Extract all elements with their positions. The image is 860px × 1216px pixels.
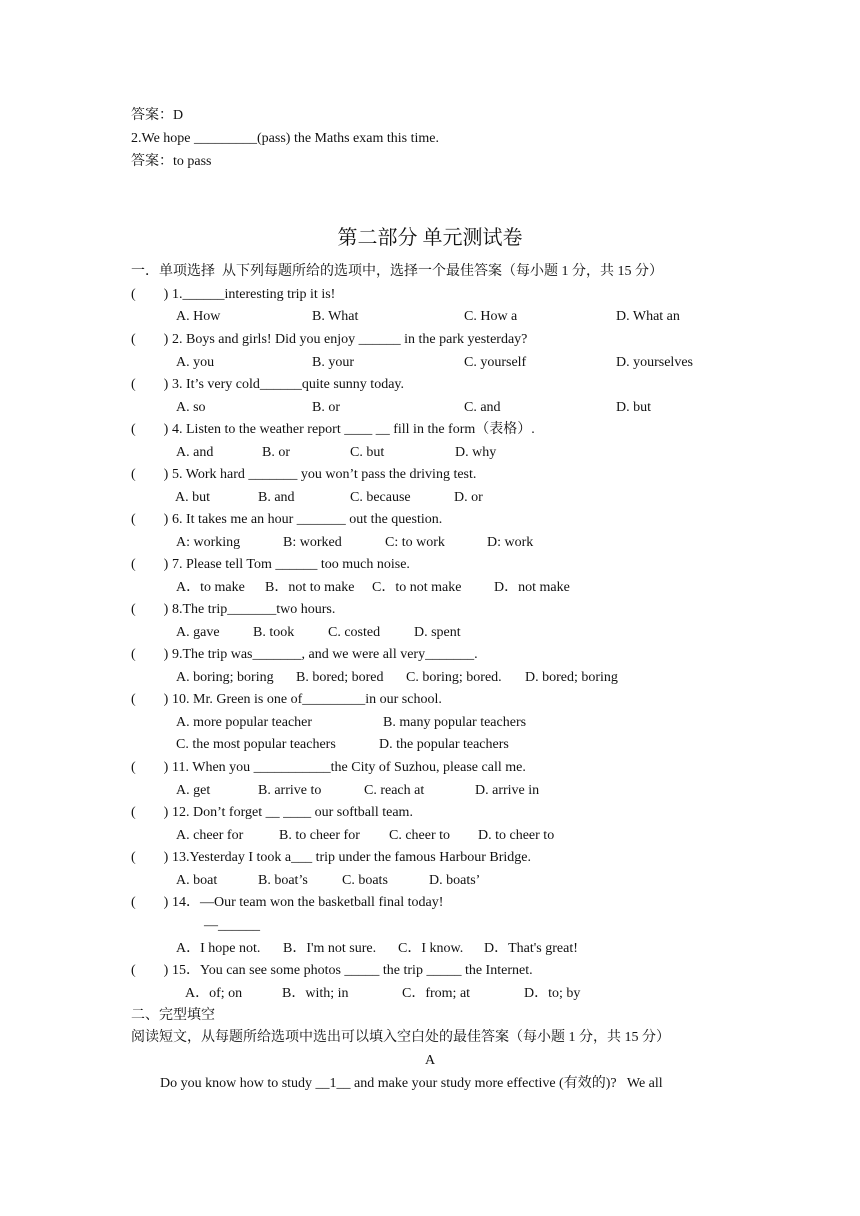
option: A. more popular teacher <box>176 715 313 730</box>
option: D．That's great! <box>484 941 578 956</box>
option: A. How <box>176 309 221 324</box>
option: B. bored; bored <box>296 670 384 685</box>
question-text: 13.Yesterday I took a___ trip under the famous Harbour Bridge. <box>172 850 532 865</box>
option: B. many popular teachers <box>383 715 527 730</box>
question-text-line2: —______ <box>204 918 260 933</box>
option: C. but <box>350 445 385 460</box>
option: B. or <box>312 400 340 415</box>
question-line: 2.We hope _________(pass) the Maths exam this time. <box>131 131 439 146</box>
question-text: 5. Work hard _______ you won’t pass the driving test. <box>172 467 477 482</box>
option: D. but <box>616 400 651 415</box>
option: D. boats’ <box>429 873 481 888</box>
question-text: 10. Mr. Green is one of_________in our school. <box>172 692 442 707</box>
option: C. How a <box>464 309 518 324</box>
question-text: 3. It’s very cold______quite sunny today. <box>172 377 405 392</box>
option: C. boring; bored. <box>406 670 502 685</box>
question-text: 14．—Our team won the basketball final today! <box>172 895 444 910</box>
answer-paren: ( ) <box>131 647 169 662</box>
option: C. cheer to <box>389 828 451 843</box>
answer-paren: ( ) <box>131 332 169 347</box>
option: C. the most popular teachers <box>176 737 336 752</box>
option: B. and <box>258 490 295 505</box>
answer-paren: ( ) <box>131 963 169 978</box>
option: A. boring; boring <box>176 670 274 685</box>
question-text: 8.The trip_______two hours. <box>172 602 336 617</box>
option: D．not make <box>494 580 570 595</box>
option: C. because <box>350 490 411 505</box>
option: C. and <box>464 400 501 415</box>
passage-label: A <box>424 1053 436 1068</box>
option: A. boat <box>176 873 218 888</box>
option: D．to; by <box>524 986 581 1001</box>
option: B. boat’s <box>258 873 308 888</box>
option: D. to cheer to <box>478 828 555 843</box>
answer-paren: ( ) <box>131 895 169 910</box>
answer-paren: ( ) <box>131 692 169 707</box>
option: B．with; in <box>282 986 349 1001</box>
option: A: working <box>176 535 241 550</box>
question-text: 7. Please tell Tom ______ too much noise. <box>172 557 410 572</box>
option: B. arrive to <box>258 783 322 798</box>
option: C．from; at <box>402 986 471 1001</box>
option: B．not to make <box>265 580 355 595</box>
question-text: 6. It takes me an hour _______ out the question. <box>172 512 443 527</box>
question-text: 12. Don’t forget __ ____ our softball team. <box>172 805 413 820</box>
option: A. and <box>176 445 214 460</box>
answer-paren: ( ) <box>131 287 169 302</box>
option: D. the popular teachers <box>379 737 509 752</box>
option: B. What <box>312 309 359 324</box>
option: B. took <box>253 625 295 640</box>
option: B. or <box>262 445 290 460</box>
option: D. spent <box>414 625 461 640</box>
section-heading: 一．单项选择 从下列每题所给的选项中，选择一个最佳答案（每小题 1 分，共 15 分） <box>131 264 663 279</box>
answer-paren: ( ) <box>131 422 169 437</box>
answer-line: 答案：D <box>131 108 184 123</box>
option: A. so <box>176 400 206 415</box>
option: B. to cheer for <box>279 828 360 843</box>
answer-paren: ( ) <box>131 760 169 775</box>
question-text: 9.The trip was_______, and we were all very_______. <box>172 647 478 662</box>
option: A. you <box>176 355 215 370</box>
option: A. gave <box>176 625 220 640</box>
passage-text: Do you know how to study __1__ and make your study more effective (有效的)? We all <box>160 1076 663 1091</box>
question-text: 11. When you ___________the City of Suzhou, please call me. <box>172 760 526 775</box>
option: D. arrive in <box>475 783 540 798</box>
option: D. yourselves <box>616 355 693 370</box>
answer-paren: ( ) <box>131 850 169 865</box>
option: C．I know. <box>398 941 464 956</box>
question-text: 2. Boys and girls! Did you enjoy ______ in the park yesterday? <box>172 332 528 347</box>
answer-paren: ( ) <box>131 602 169 617</box>
option: C. costed <box>328 625 381 640</box>
answer-paren: ( ) <box>131 467 169 482</box>
option: B. your <box>312 355 354 370</box>
part-title: 第二部分 单元测试卷 <box>337 227 523 249</box>
answer-paren: ( ) <box>131 557 169 572</box>
option: B: worked <box>283 535 342 550</box>
option: C. yourself <box>464 355 527 370</box>
option: D. What an <box>616 309 680 324</box>
answer-paren: ( ) <box>131 377 169 392</box>
option: C: to work <box>385 535 445 550</box>
option: A．I hope not. <box>176 941 261 956</box>
question-text: 4. Listen to the weather report ____ __ fill in the form（表格）. <box>172 422 535 437</box>
option: A．of; on <box>185 986 243 1001</box>
option: C. boats <box>342 873 388 888</box>
option: D. or <box>454 490 483 505</box>
option: A. get <box>176 783 211 798</box>
section-instruction: 阅读短文，从每题所给选项中选出可以填入空白处的最佳答案（每小题 1 分，共 15 分） <box>131 1030 670 1045</box>
option: A．to make <box>176 580 245 595</box>
question-text: 1.______interesting trip it is! <box>172 287 336 302</box>
answer-line: 答案：to pass <box>131 154 212 169</box>
option: C. reach at <box>364 783 425 798</box>
option: D. why <box>455 445 497 460</box>
option: A. but <box>175 490 210 505</box>
option: D: work <box>487 535 534 550</box>
answer-paren: ( ) <box>131 805 169 820</box>
option: D. bored; boring <box>525 670 618 685</box>
question-text: 15．You can see some photos _____ the trip _____ the Internet. <box>172 963 533 978</box>
option: A. cheer for <box>176 828 244 843</box>
option: B．I'm not sure. <box>283 941 377 956</box>
section-heading: 二、完型填空 <box>131 1008 215 1023</box>
option: C．to not make <box>372 580 462 595</box>
answer-paren: ( ) <box>131 512 169 527</box>
